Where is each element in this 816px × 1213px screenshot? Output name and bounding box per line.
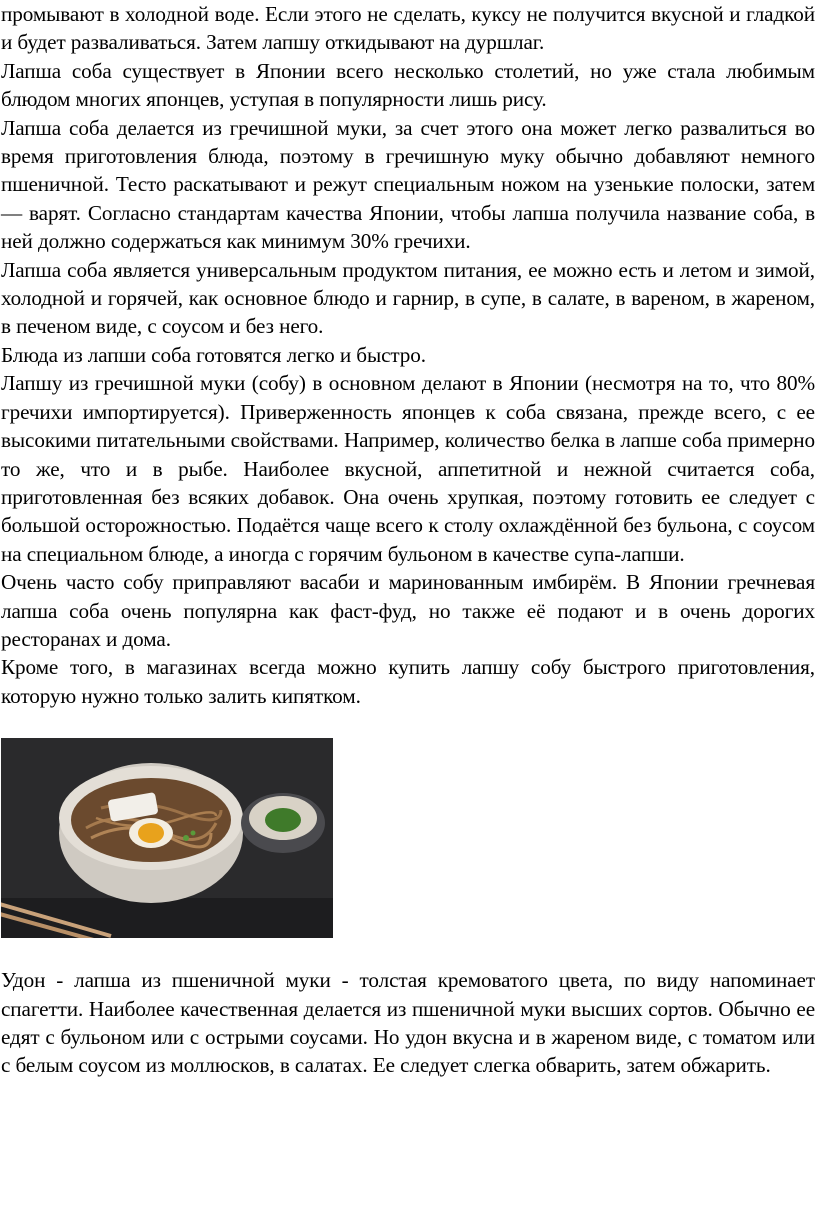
document-page — [1, 0, 815, 1080]
soba-photo-illustration — [1, 738, 333, 938]
paragraph: Удон - лапша из пшеничной муки - толстая кремоватого цвета, по виду напоминает спагетти. Наиболее качественная делается из пшеничной муки высших сортов. Обычно ее едят с бульоном или с острыми соусами. Но удон вкусна и в жареном виде, с томатом или с белым соусом из моллюсков, в салатах. Ее следует слегка обварить, затем обжарить. — [1, 968, 815, 1078]
paragraph: Лапша соба является универсальным продуктом питания, ее можно есть и летом и зимой, холодной и горячей, как основное блюдо и гарнир, в супе, в салате, в вареном, в жареном, в печеном виде, с соусом и без него. — [1, 257, 815, 339]
egg-yolk — [138, 823, 164, 843]
paragraph: Лапша соба делается из гречишной муки, за счет этого она может легко развалиться во время приготовления блюда, поэтому в гречишную муку обычно добавляют немного пшеничной. Тесто раскатывают и режут специальным ножом на узенькие полоски, затем — варят. Согласно стандартам качества Японии, чтобы лапша получила название соба, в ней должно содержаться как минимум 30% гречихи. — [1, 115, 815, 254]
paragraph: Очень часто собу приправляют васаби и маринованным имбирём. В Японии гречневая лапша соба очень популярна как фаст-фуд, но также её подают и в очень дорогих ресторанах и дома. — [1, 570, 815, 651]
green-onion — [183, 835, 189, 841]
paragraph: Кроме того, в магазинах всегда можно купить лапшу собу быстрого приготовления, которую нужно только залить кипятком. — [1, 655, 815, 708]
green-garnish — [265, 808, 301, 832]
paragraph: промывают в холодной воде. Если этого не сделать, куксу не получится вкусной и гладкой и будет разваливаться. Затем лапшу откидывают на дуршлаг. — [1, 2, 815, 55]
paragraph: Лапша соба существует в Японии всего несколько столетий, но уже стала любимым блюдом многих японцев, уступая в популярности лишь рису. — [1, 58, 815, 112]
soba-bowl-photo — [1, 738, 333, 938]
paragraph: Лапшу из гречишной муки (собу) в основном делают в Японии (несмотря на то, что 80% гречихи импортируется). Приверженность японцев к соба связана, прежде всего, с ее высокими питательными свойствами. Например, количество белка в лапше соба примерно то же, что и в рыбе. Наиболее вкусной, аппетитной и нежной считается соба, приготовленная без всяких добавок. Она очень хрупкая, поэтому готовить ее следует с большой осторожностью. Подаётся чаще всего к столу охлаждённой без бульона, с соусом на специальном блюде, а иногда с горячим бульоном в качестве супа-лапши. — [1, 371, 815, 566]
green-onion — [191, 831, 196, 836]
paragraph: Блюда из лапши соба готовятся легко и быстро. — [1, 342, 426, 367]
